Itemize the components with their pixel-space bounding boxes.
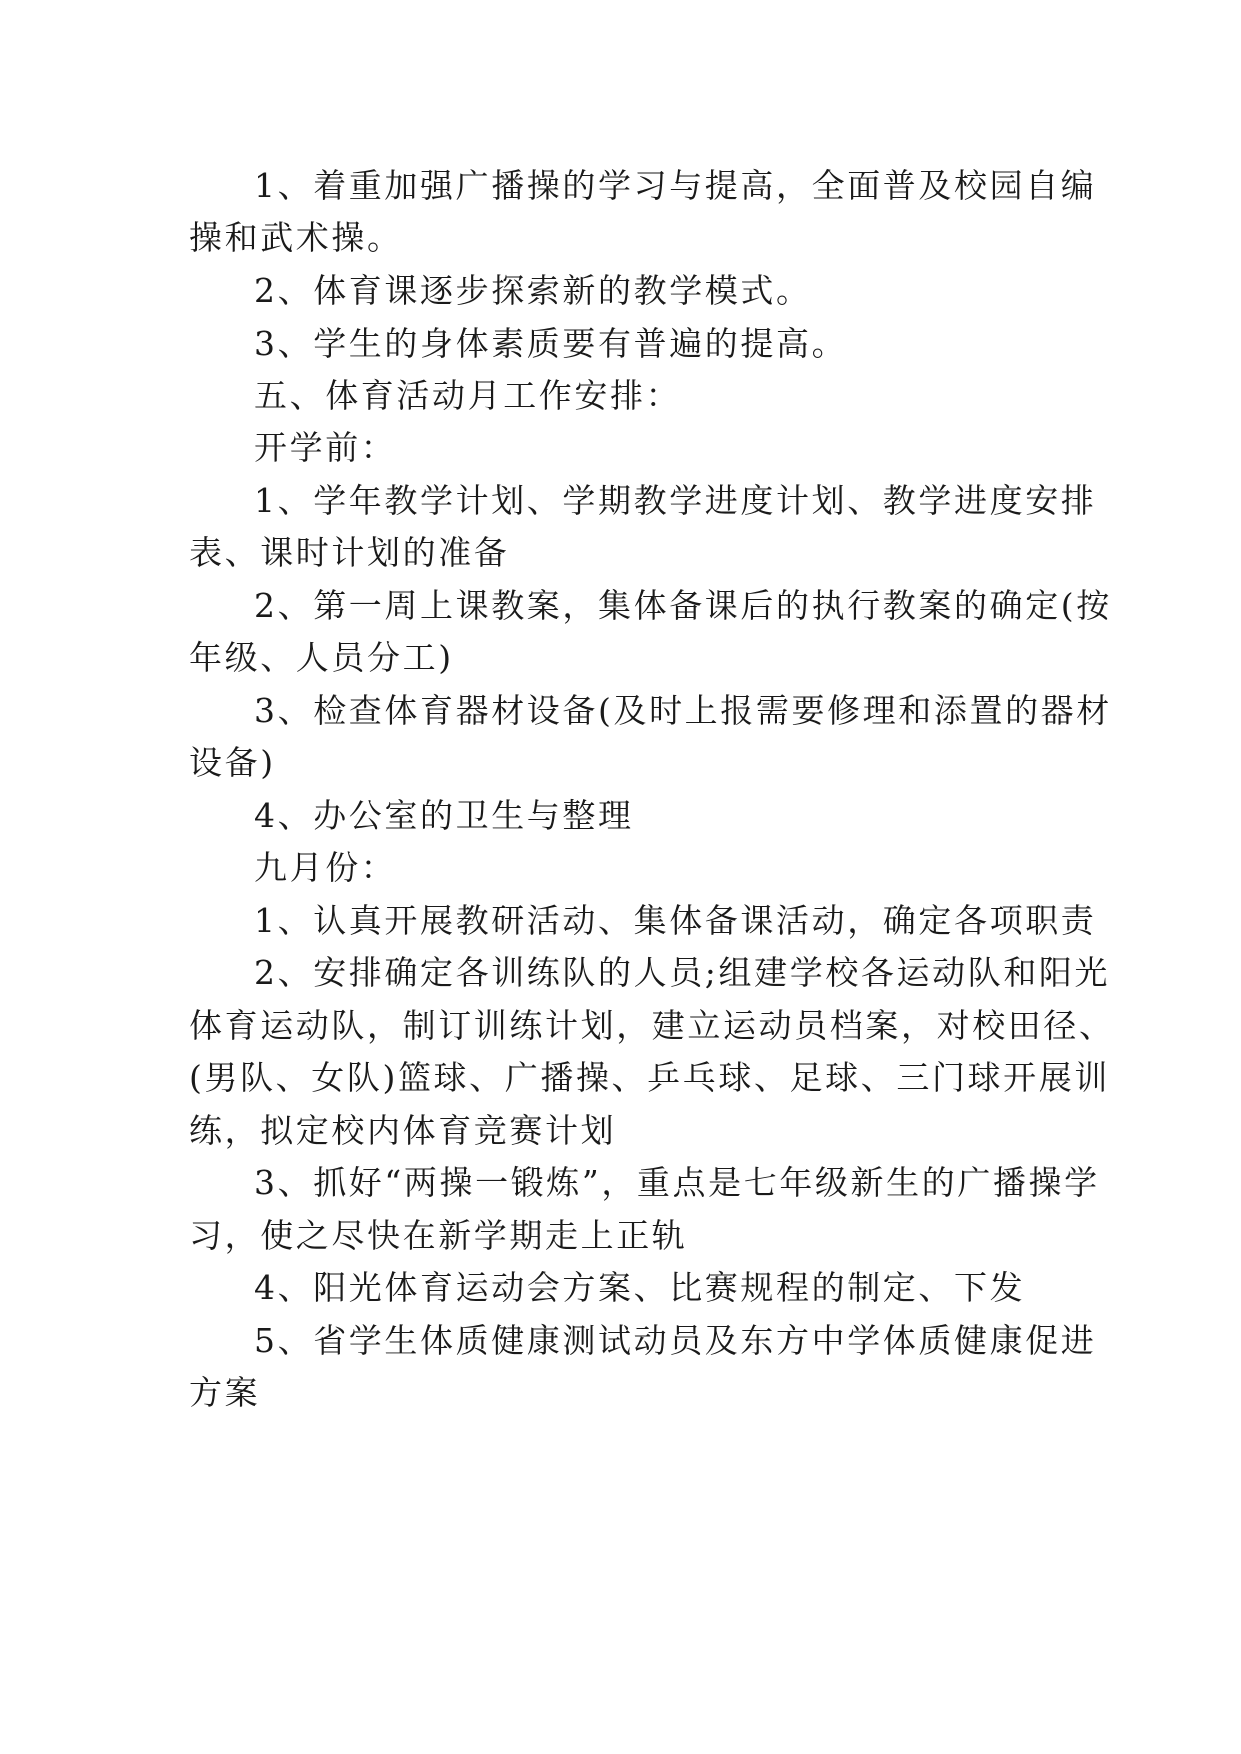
section-heading: 五、体育活动月工作安排： bbox=[254, 376, 682, 415]
text-line: 2、体育课逐步探索新的教学模式。 bbox=[254, 271, 812, 310]
text-line: 3、检查体育器材设备(及时上报需要修理和添置的器材 bbox=[254, 691, 1112, 730]
text-line: 3、抓好“两操一锻炼”，重点是七年级新生的广播操学 bbox=[254, 1163, 1100, 1202]
text-line: (男队、女队)篮球、广播操、乒乓球、足球、三门球开展训 bbox=[189, 1058, 1110, 1097]
text-line: 1、着重加强广播操的学习与提高，全面普及校园自编 bbox=[254, 166, 1097, 205]
subheading: 九月份： bbox=[254, 848, 397, 887]
text-line: 2、第一周上课教案，集体备课后的执行教案的确定(按 bbox=[254, 586, 1112, 625]
text-line: 5、省学生体质健康测试动员及东方中学体质健康促进 bbox=[254, 1321, 1097, 1360]
text-line: 体育运动队，制订训练计划，建立运动员档案，对校田径、 bbox=[189, 1006, 1115, 1045]
text-line: 方案 bbox=[189, 1373, 261, 1412]
text-line: 表、课时计划的准备 bbox=[189, 533, 510, 572]
text-line: 3、学生的身体素质要有普遍的提高。 bbox=[254, 324, 848, 363]
text-line: 4、阳光体育运动会方案、比赛规程的制定、下发 bbox=[254, 1268, 1026, 1307]
text-line: 操和武术操。 bbox=[189, 218, 403, 257]
text-line: 年级、人员分工) bbox=[189, 638, 454, 677]
text-line: 设备) bbox=[189, 743, 276, 782]
text-line: 4、办公室的卫生与整理 bbox=[254, 796, 634, 835]
text-line: 2、安排确定各训练队的人员;组建学校各运动队和阳光 bbox=[254, 953, 1111, 992]
text-line: 练，拟定校内体育竞赛计划 bbox=[189, 1111, 617, 1150]
text-line: 1、认真开展教研活动、集体备课活动，确定各项职责 bbox=[254, 901, 1097, 940]
text-line: 习，使之尽快在新学期走上正轨 bbox=[189, 1216, 688, 1255]
subheading: 开学前： bbox=[254, 428, 397, 467]
text-line: 1、学年教学计划、学期教学进度计划、教学进度安排 bbox=[254, 481, 1097, 520]
